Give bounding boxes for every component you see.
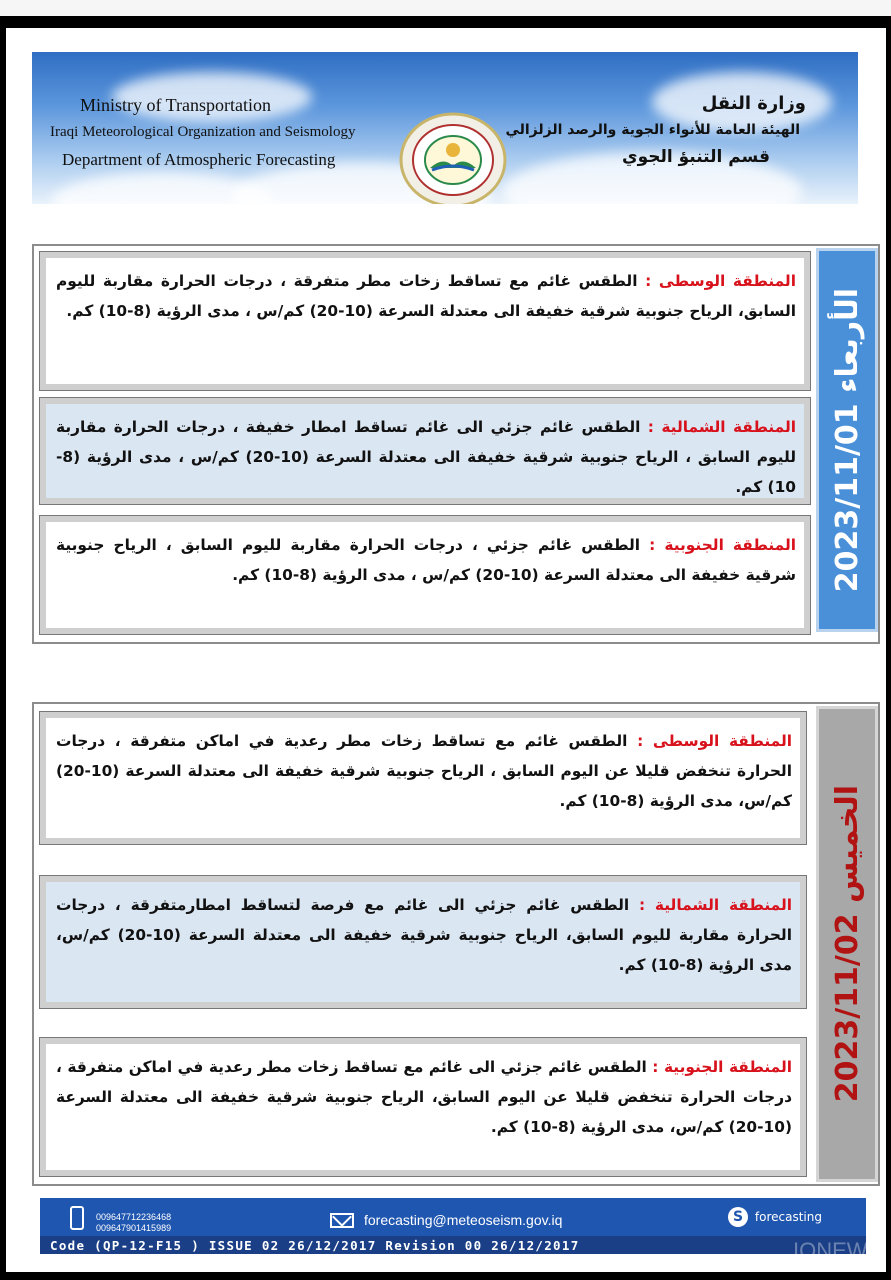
skype-handle[interactable]: forecasting: [754, 1210, 822, 1224]
organization-name-ar: الهيئة العامة للأنواء الجوية والرصد الزلزالي: [505, 122, 800, 138]
forecast-text: الطقس غائم مع تساقط زخات مطر متفرقة ، درجات الحرارة مقاربة لليوم السابق، الرياح جنوبية شرقية خفيفة الى معتدلة السرعة (10-20) كم/س ، مدى الرؤية (8-10) كم.: [56, 272, 796, 320]
forecast-text: الطقس غائم جزئي الى غائم مع تساقط زخات مطر رعدية في اماكن متفرقة ، درجات الحرارة تنخفض قليلا عن اليوم السابق، الرياح جنوبية شرقية خفيفة الى معتدلة السرعة (10-20) كم/س، مدى الرؤية (8-10) كم.: [56, 1058, 792, 1136]
ministry-name-en: Ministry of Transportation: [80, 95, 272, 115]
letterhead: [32, 52, 858, 204]
phone-numbers: [96, 1212, 171, 1234]
forecast-text: الطقس غائم جزئي ، درجات الحرارة مقاربة لليوم السابق ، الرياح جنوبية شرقية خفيفة الى معتدلة السرعة (10-20) كم/س ، مدى الرؤية (8-10) كم.: [56, 536, 796, 584]
region-name: المنطقة الشمالية :: [638, 896, 792, 914]
forecast-card-south-day1: [40, 516, 810, 634]
day-label-tab-1: [816, 248, 878, 632]
phone-number-2: 009647901415989: [96, 1223, 172, 1233]
skype-icon: S: [728, 1207, 748, 1227]
forecast-card-north-day2: [40, 876, 806, 1008]
forecast-card-north-day1: [40, 398, 810, 504]
organization-name-en: Iraqi Meteorological Organization and Seismology: [50, 124, 356, 140]
email-link[interactable]: forecasting@meteoseism.gov.iq: [364, 1212, 563, 1228]
forecast-text: الطقس غائم جزئي الى غائم مع فرصة لتساقط امطارمتفرقة ، درجات الحرارة مقاربة لليوم السابق، الرياح جنوبية شرقية خفيفة الى معتدلة السرعة (10-20) كم/س، مدى الرؤية (8-10) كم.: [56, 896, 792, 974]
phone-number-1: 009647712236468: [96, 1212, 172, 1222]
department-name-ar: قسم التنبؤ الجوي: [622, 147, 770, 167]
watermark: IQNEW: [793, 1238, 868, 1263]
forecast-card-central-day2: [40, 712, 806, 844]
ministry-name-ar: وزارة النقل: [701, 93, 806, 114]
forecast-card-south-day2: [40, 1038, 806, 1176]
forecast-card-central-day1: [40, 252, 810, 390]
day-label: الأربعاء 2023/11/01: [829, 287, 865, 593]
forecast-text: الطقس غائم جزئي الى غائم تساقط امطار خفيفة ، درجات الحرارة مقاربة لليوم السابق ، الرياح جنوبية شرقية خفيفة الى معتدلة السرعة (10-20) كم/س ، مدى الرؤية (8-10) كم.: [56, 418, 797, 496]
letterhead-english: [50, 92, 355, 173]
region-name: المنطقة الوسطى :: [645, 272, 796, 290]
region-name: المنطقة الوسطى :: [637, 732, 793, 750]
day-label: الخميس 2023/11/02: [829, 785, 865, 1103]
region-name: المنطقة الجنوبية :: [652, 1058, 793, 1076]
region-name: المنطقة الجنوبية :: [649, 536, 796, 554]
letterhead-arabic: [505, 90, 806, 171]
region-name: المنطقة الشمالية :: [647, 418, 796, 436]
forecast-text: الطقس غائم مع تساقط زخات مطر رعدية في اماكن متفرقة ، درجات الحرارة تنخفض قليلا عن اليوم السابق ، الرياح جنوبية شرقية خفيفة الى معتدلة السرعة (10-20) كم/س، مدى الرؤية (8-10) كم.: [56, 732, 792, 810]
top-bar: [0, 0, 891, 16]
document-code-bar: Code (QP-12-F15 ) ISSUE 02 26/12/2017 Revision 00 26/12/2017: [40, 1236, 866, 1254]
day-label-tab-2: [816, 706, 878, 1182]
department-name-en: Department of Atmospheric Forecasting: [62, 150, 336, 169]
mail-icon: [330, 1213, 354, 1228]
organization-seal-icon: [398, 110, 508, 204]
phone-icon: [70, 1206, 84, 1230]
